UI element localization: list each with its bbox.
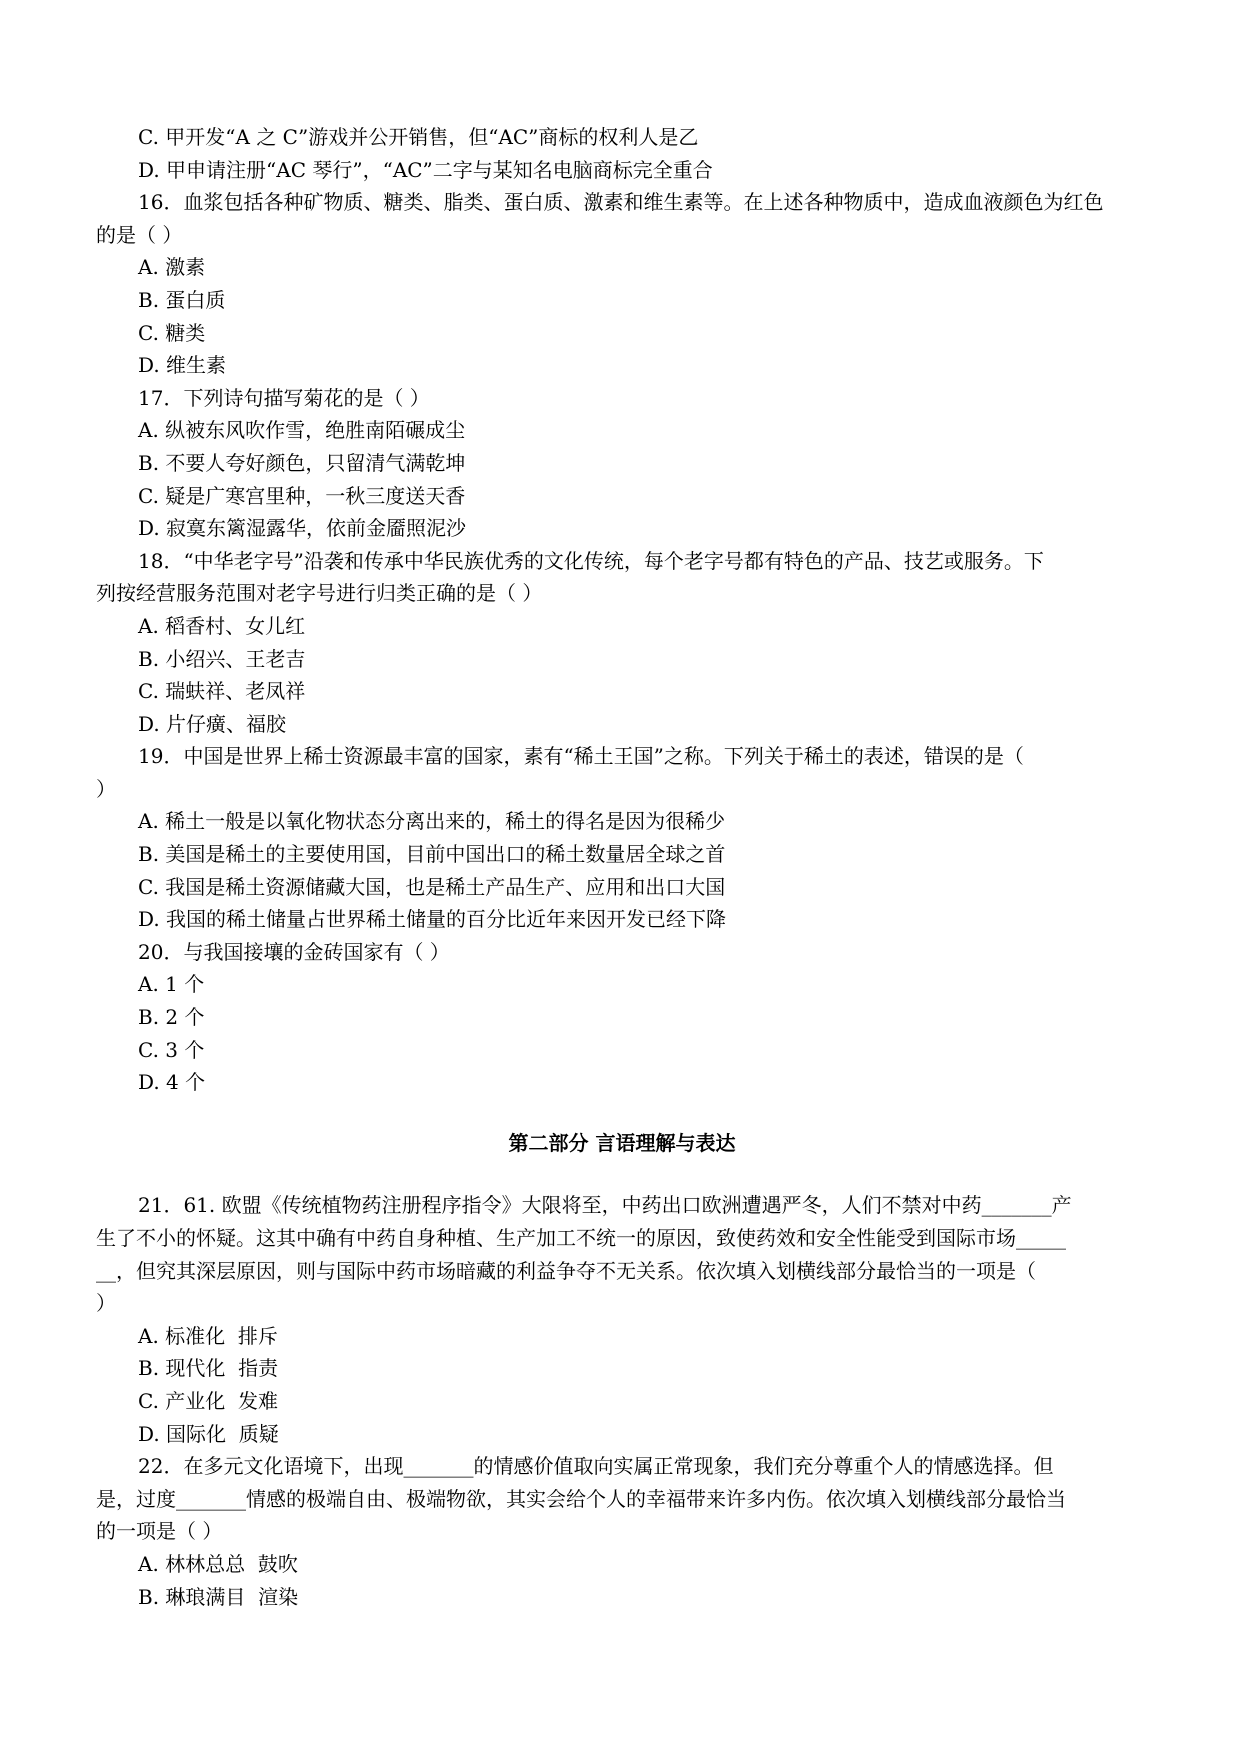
text-line: B. 2 个: [138, 1005, 205, 1030]
text-line: 20．与我国接壤的金砖国家有（ ）: [138, 939, 450, 964]
text-line: C. 瑞蚨祥、老凤祥: [138, 679, 306, 704]
text-line: 生了不小的怀疑。这其中确有中药自身种植、生产加工不统一的原因，致使药效和安全性能受到国际市场_____: [96, 1226, 1066, 1250]
text-line: __，但究其深层原因，则与国际中药市场暗藏的利益争夺不无关系。依次填入划横线部分最恰当的一项是（: [96, 1258, 1036, 1283]
text-line: B. 琳琅满目 渲染: [138, 1584, 299, 1609]
document-page: [96, 121, 1148, 1613]
text-line: C. 3 个: [138, 1037, 205, 1062]
text-line: B. 小绍兴、王老吉: [138, 646, 306, 671]
text-line: D. 甲申请注册“AC 琴行”，“AC”二字与某知名电脑商标完全重合: [138, 157, 713, 182]
text-line: C. 我国是稀土资源储藏大国，也是稀土产品生产、应用和出口大国: [138, 874, 726, 899]
text-line: D. 我国的稀土储量占世界稀土储量的百分比近年来因开发已经下降: [138, 907, 727, 932]
text-line: A. 稀土一般是以氧化物状态分离出来的，稀土的得名是因为很稀少: [138, 809, 726, 834]
text-line: 22．在多元文化语境下，出现_______的情感价值取向实属正常现象，我们充分尊重个人的情感选择。但: [138, 1454, 1054, 1479]
text-line: C. 糖类: [138, 320, 206, 345]
text-line: 列按经营服务范围对老字号进行归类正确的是（ ）: [96, 581, 543, 606]
text-line: ）: [96, 1291, 116, 1316]
text-line: 是，过度_______情感的极端自由、极端物欲，其实会给个人的幸福带来许多内伤。依次填入划横线部分最恰当: [96, 1486, 1066, 1511]
questions-block-part-one: [96, 121, 1148, 1099]
text-line: D. 4 个: [138, 1070, 206, 1095]
text-line: B. 现代化 指责: [138, 1356, 279, 1381]
text-line: B. 美国是稀土的主要使用国，目前中国出口的稀土数量居全球之首: [138, 842, 726, 867]
text-line: 21．61. 欧盟《传统植物药注册程序指令》大限将至，中药出口欧洲遭遇严冬，人们不禁对中药_______产: [138, 1193, 1072, 1218]
text-line: 的是（ ）: [96, 222, 183, 247]
text-line: 16．血浆包括各种矿物质、糖类、脂类、蛋白质、激素和维生素等。在上述各种物质中，造成血液颜色为红色: [138, 190, 1104, 215]
text-line: B. 不要人夸好颜色，只留清气满乾坤: [138, 450, 466, 475]
text-line: A. 激素: [138, 255, 206, 280]
text-line: B. 蛋白质: [138, 287, 226, 312]
text-line: C. 疑是广寒宫里种，一秋三度送天香: [138, 483, 466, 508]
text-line: A. 纵被东风吹作雪，绝胜南陌碾成尘: [138, 418, 466, 443]
text-line: A. 1 个: [138, 972, 205, 997]
text-line: 17．下列诗句描写菊花的是（ ）: [138, 385, 430, 410]
text-line: A. 稻香村、女儿红: [138, 613, 306, 638]
text-line: D. 维生素: [138, 353, 227, 378]
section-title: 第二部分 言语理解与表达: [508, 1130, 736, 1155]
text-line: D. 片仔癀、福胶: [138, 711, 287, 736]
questions-block-part-two: [96, 1189, 1148, 1613]
text-line: D. 国际化 质疑: [138, 1421, 279, 1446]
text-line: 的一项是（ ）: [96, 1519, 223, 1544]
text-line: A. 林林总总 鼓吹: [138, 1551, 298, 1576]
text-line: ）: [96, 776, 116, 801]
text-line: 19．中国是世界上稀士资源最丰富的国家，素有“稀土王国”之称。下列关于稀土的表述，错误的是（: [138, 744, 1024, 769]
text-line: A. 标准化 排斥: [138, 1323, 278, 1348]
text-line: C. 甲开发“A 之 C”游戏并公开销售，但“AC”商标的权利人是乙: [138, 125, 699, 149]
text-line: D. 寂寞东篱湿露华，依前金靥照泥沙: [138, 516, 467, 541]
text-line: C. 产业化 发难: [138, 1388, 279, 1413]
text-line: 18．“中华老字号”沿袭和传承中华民族优秀的文化传统，每个老字号都有特色的产品、技艺或服务。下: [138, 548, 1044, 573]
